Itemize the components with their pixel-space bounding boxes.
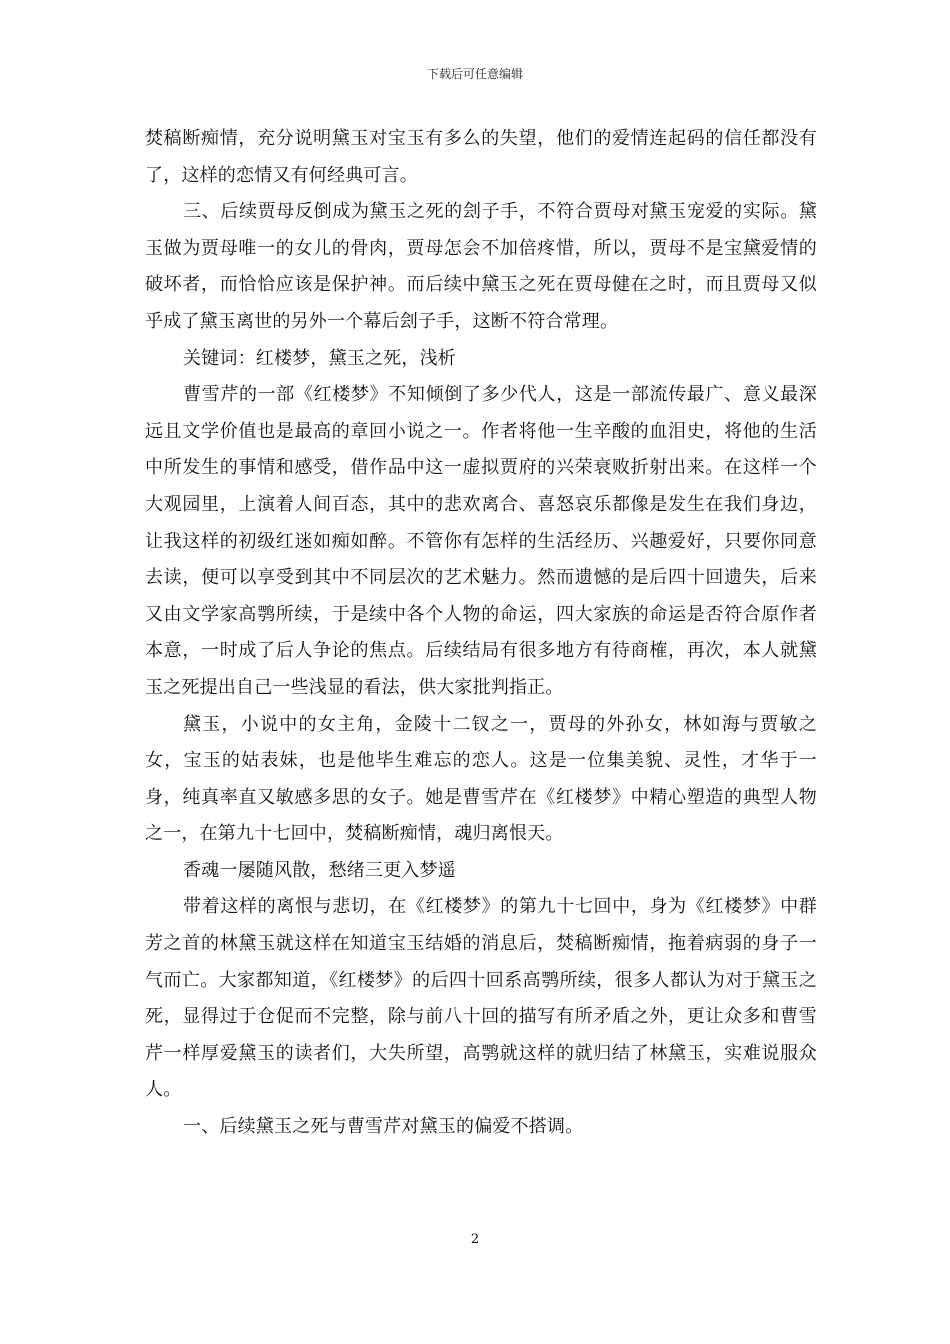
- paragraph: 曹雪芹的一部《红楼梦》不知倾倒了多少代人，这是一部流传最广、意义最深远且文学价值也是最高的章回小说之一。作者将他一生辛酸的血泪史，将他的生活中所发生的事情和感受，借作品中这一虚拟贾府的兴荣衰败折射出来。在这样一个大观园里，上演着人间百态，其中的悲欢离合、喜怒哀乐都像是发生在我们身边，让我这样的初级红迷如痴如醉。不管你有怎样的生活经历、兴趣爱好，只要你同意去读，便可以享受到其中不同层次的艺术魅力。然而遗憾的是后四十回遗失，后来又由文学家高鹗所续，于是续中各个人物的命运，四大家族的命运是否符合原作者本意，一时成了后人争论的焦点。后续结局有很多地方有待商榷，再次，本人就黛玉之死提出自己一些浅显的看法，供大家批判指正。: [145, 384, 817, 698]
- keywords-line: 关键词：红楼梦，黛玉之死，浅析: [183, 347, 456, 369]
- section-subtitle: 香魂一屡随风散，愁绪三更入梦遥: [183, 859, 456, 881]
- document-body: [145, 121, 817, 1146]
- paragraph: 焚稿断痴情，充分说明黛玉对宝玉有多么的失望，他们的爱情连起码的信任都没有了，这样的恋情又有何经典可言。: [145, 128, 817, 186]
- section-heading: 一、后续黛玉之死与曹雪芹对黛玉的偏爱不搭调。: [183, 1116, 584, 1138]
- page-header: 下载后可任意编辑: [426, 67, 523, 81]
- page-number: 2: [470, 1232, 480, 1247]
- paragraph: 三、后续贾母反倒成为黛玉之死的刽子手，不符合贾母对黛玉宠爱的实际。黛玉做为贾母唯一的女儿的骨肉，贾母怎会不加倍疼惜，所以，贾母不是宝黛爱情的破坏者，而恰恰应该是保护神。而后续中黛玉之死在贾母健在之时，而且贾母又似乎成了黛玉离世的另外一个幕后刽子手，这断不符合常理。: [145, 201, 817, 332]
- paragraph: 带着这样的离恨与悲切，在《红楼梦》的第九十七回中，身为《红楼梦》中群芳之首的林黛玉就这样在知道宝玉结婚的消息后，焚稿断痴情，拖着病弱的身子一气而亡。大家都知道，《红楼梦》的后四十回系高鹗所续，很多人都认为对于黛玉之死，显得过于仓促而不完整，除与前八十回的描写有所矛盾之外，更让众多和曹雪芹一样厚爱黛玉的读者们，大失所望，高鹗就这样的就归结了林黛玉，实难说服众人。: [145, 896, 817, 1101]
- paragraph: 黛玉，小说中的女主角，金陵十二钗之一，贾母的外孙女，林如海与贾敏之女，宝玉的姑表妹，也是他毕生难忘的恋人。这是一位集美貌、灵性，才华于一身，纯真率直又敏感多思的女子。她是曹雪芹在《红楼梦》中精心塑造的典型人物之一，在第九十七回中，焚稿断痴情，魂归离恨天。: [145, 713, 817, 845]
